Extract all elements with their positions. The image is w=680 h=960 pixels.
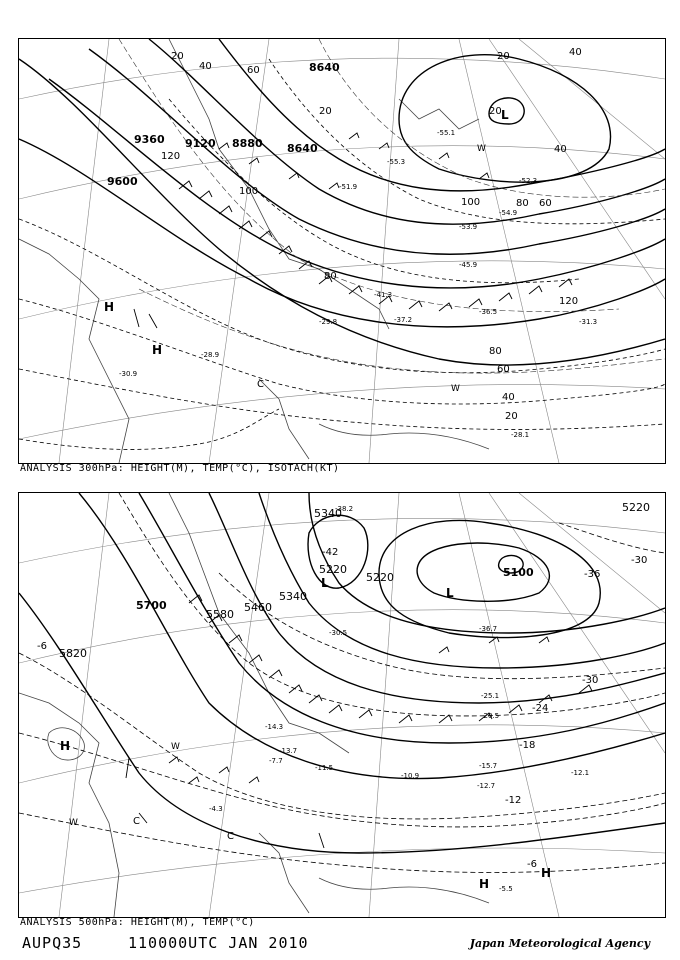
height-label: 5460 xyxy=(244,601,272,614)
warm-center-marker: W xyxy=(69,818,78,828)
temp-label: -4.3 xyxy=(209,805,223,813)
temp-label: -45.9 xyxy=(459,261,478,269)
warm-center-marker: W xyxy=(451,384,460,394)
isotach-label: 40 xyxy=(502,392,515,403)
agency-name: Japan Meteorological Agency xyxy=(469,937,650,950)
temp-label: -11.5 xyxy=(315,764,334,772)
isotach-label: 100 xyxy=(239,186,259,197)
temp-label: -25.1 xyxy=(481,692,500,700)
temp-label: -30.9 xyxy=(119,370,138,378)
temp-label: -7.7 xyxy=(269,757,283,765)
chart-300hpa-canvas xyxy=(19,39,665,463)
valid-time: 110000UTC JAN 2010 xyxy=(128,934,309,952)
height-label: 9360 xyxy=(134,133,165,146)
temp-label: -37.2 xyxy=(394,316,413,324)
isotach-label: 80 xyxy=(324,271,337,282)
isotherms xyxy=(19,493,665,872)
isotach-label: 40 xyxy=(554,144,567,155)
high-pressure-marker: H xyxy=(60,739,71,753)
temp-label: -38.2 xyxy=(335,505,354,513)
isotach-label: 80 xyxy=(489,346,502,357)
high-pressure-marker: H xyxy=(479,877,490,891)
isotach-label: 20 xyxy=(505,411,518,422)
temp-label: -30.5 xyxy=(329,629,348,637)
isotherm-label: -24 xyxy=(532,703,549,714)
isotach-label: 60 xyxy=(497,364,510,375)
height-label: 9120 xyxy=(185,137,216,150)
wind-barbs xyxy=(134,133,572,328)
isotach-label: 40 xyxy=(199,61,212,72)
cold-center-marker: C xyxy=(133,816,140,827)
high-pressure-marker: H xyxy=(152,343,163,357)
height-label: 8640 xyxy=(287,142,318,155)
isotach-label: 20 xyxy=(497,51,510,62)
height-contours xyxy=(19,39,665,365)
temp-label: -36.7 xyxy=(479,625,498,633)
isotherm-label: -6 xyxy=(527,859,537,870)
high-pressure-marker: H xyxy=(104,300,115,314)
temp-label: -41.3 xyxy=(374,291,393,299)
high-pressure-marker: H xyxy=(541,866,552,880)
warm-center-marker: W xyxy=(477,144,486,154)
low-pressure-marker: L xyxy=(501,108,509,122)
pressure-centers xyxy=(60,576,551,891)
temp-label: -54.9 xyxy=(499,209,518,217)
temp-label: -55.1 xyxy=(437,129,456,137)
height-label: 5220 xyxy=(366,571,394,584)
isotach-label: 80 xyxy=(516,198,529,209)
isotherm-label: -30 xyxy=(631,555,648,566)
warm-center-marker: W xyxy=(171,742,180,752)
cold-center-marker: C xyxy=(227,831,234,842)
temp-label: -13.7 xyxy=(279,747,298,755)
height-label: 5580 xyxy=(206,608,234,621)
height-labels xyxy=(107,61,340,188)
chart-500hpa-canvas xyxy=(19,493,665,917)
temp-label: -31.3 xyxy=(579,318,598,326)
temp-label: -36.5 xyxy=(479,308,498,316)
height-label: 8880 xyxy=(232,137,263,150)
chart-500hpa xyxy=(18,492,666,918)
temp-label: -29.8 xyxy=(319,318,338,326)
temp-label: -12.1 xyxy=(571,769,590,777)
temp-label: -10.9 xyxy=(401,772,420,780)
graticule xyxy=(19,39,665,463)
temp-label: -20.5 xyxy=(481,712,500,720)
caption-500hpa: ANALYSIS 500hPa: HEIGHT(M), TEMP(°C) xyxy=(20,917,255,928)
height-label: 8640 xyxy=(309,61,340,74)
height-label: 5100 xyxy=(503,566,534,579)
height-label: 5220 xyxy=(622,501,650,514)
isotherm-label: -18 xyxy=(519,740,536,751)
low-pressure-marker: L xyxy=(321,576,329,590)
isotach-label: 20 xyxy=(319,106,332,117)
caption-300hpa: ANALYSIS 300hPa: HEIGHT(M), TEMP(°C), ISOTACH(KT) xyxy=(20,463,340,474)
coastline xyxy=(19,39,489,463)
chart-300hpa xyxy=(18,38,666,464)
isotachs xyxy=(19,59,665,449)
temp-label: -28.1 xyxy=(511,431,530,439)
temp-label: -28.9 xyxy=(201,351,220,359)
isotherm-label: -42 xyxy=(322,547,339,558)
low-pressure-marker: L xyxy=(446,586,454,600)
height-contours xyxy=(19,493,665,853)
chart-code: AUPQ35 xyxy=(22,934,83,952)
height-label: 5820 xyxy=(59,647,87,660)
isotherm-label: -30 xyxy=(582,675,599,686)
temp-label: -12.7 xyxy=(477,782,496,790)
isotherm-label: -12 xyxy=(505,795,522,806)
height-label: 5340 xyxy=(314,507,342,520)
isotach-label: 20 xyxy=(489,106,502,117)
temp-label: -53.9 xyxy=(459,223,478,231)
temp-labels xyxy=(209,505,589,893)
cold-center-marker: C xyxy=(257,379,264,390)
temp-label: -14.3 xyxy=(265,723,284,731)
coastline xyxy=(19,493,489,917)
isotach-label: 20 xyxy=(171,51,184,62)
isotach-label: 120 xyxy=(559,296,579,307)
isotherm-label: -36 xyxy=(584,569,601,580)
isotach-label: 60 xyxy=(539,198,552,209)
temp-label: -15.7 xyxy=(479,762,498,770)
height-label: 5220 xyxy=(319,563,347,576)
temp-labels xyxy=(119,129,597,439)
height-label: 9600 xyxy=(107,175,138,188)
temp-label: -52.3 xyxy=(519,177,538,185)
isotach-label: 120 xyxy=(161,151,181,162)
isotach-label: 100 xyxy=(461,197,481,208)
temp-label: -5.5 xyxy=(499,885,513,893)
isotherm-label: -6 xyxy=(37,641,47,652)
height-label: 5340 xyxy=(279,590,307,603)
isotach-label: 40 xyxy=(569,47,582,58)
isotach-label: 60 xyxy=(247,65,260,76)
temp-label: -51.9 xyxy=(339,183,358,191)
height-label: 5700 xyxy=(136,599,167,612)
temp-label: -55.3 xyxy=(387,158,406,166)
